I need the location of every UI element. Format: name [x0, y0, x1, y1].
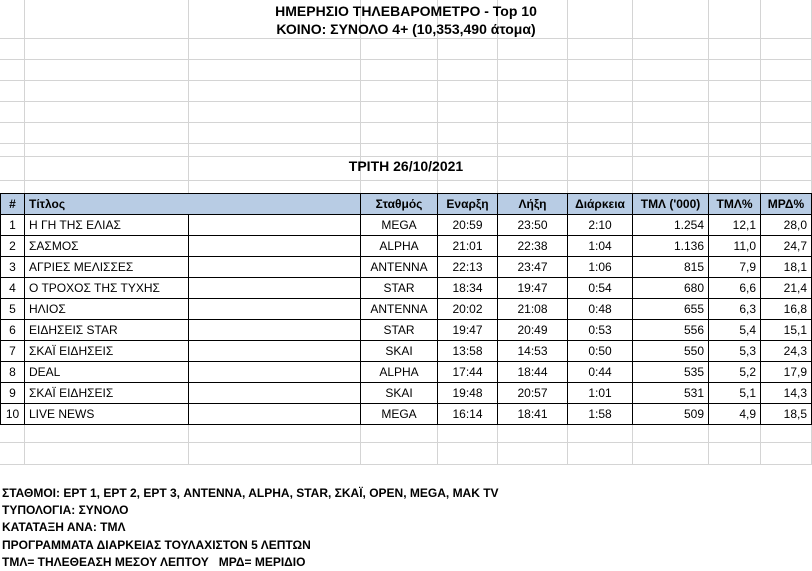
cell-mrd-pct[interactable]: 14,3 — [761, 383, 812, 404]
cell-duration[interactable]: 1:04 — [568, 236, 633, 257]
cell-title-ext[interactable] — [189, 257, 361, 278]
cell-rank[interactable]: 6 — [1, 320, 25, 341]
note-ranking: ΚΑΤΑΤΑΞΗ ΑΝΑ: ΤΜΛ — [2, 520, 126, 535]
cell-tml-pct[interactable]: 5,3 — [709, 341, 761, 362]
cell-tml-pct[interactable]: 5,2 — [709, 362, 761, 383]
cell-mrd-pct[interactable]: 15,1 — [761, 320, 812, 341]
cell-title[interactable]: LIVE NEWS — [25, 404, 189, 425]
cell-rank[interactable]: 8 — [1, 362, 25, 383]
cell-title-ext[interactable] — [189, 278, 361, 299]
table-row — [1, 236, 812, 257]
cell-station[interactable]: ANTENNA — [361, 257, 438, 278]
cell-end[interactable]: 23:47 — [498, 257, 568, 278]
cell-mrd-pct[interactable]: 24,7 — [761, 236, 812, 257]
cell-station[interactable]: ALPHA — [361, 236, 438, 257]
cell-rank[interactable]: 7 — [1, 341, 25, 362]
cell-tml[interactable]: 509 — [633, 404, 709, 425]
col-header-tml-pct[interactable]: ΤΜΛ% — [709, 194, 761, 215]
table-header-row — [1, 194, 812, 215]
cell-station[interactable]: STAR — [361, 278, 438, 299]
cell-mrd-pct[interactable]: 18,1 — [761, 257, 812, 278]
cell-tml[interactable]: 531 — [633, 383, 709, 404]
cell-end[interactable]: 20:49 — [498, 320, 568, 341]
report-date: ΤΡΙΤΗ 26/10/2021 — [348, 158, 464, 174]
col-header-duration[interactable]: Διάρκεια — [568, 194, 633, 215]
table-row — [1, 362, 812, 383]
cell-start[interactable]: 18:34 — [438, 278, 498, 299]
table-row — [1, 341, 812, 362]
cell-end[interactable]: 19:47 — [498, 278, 568, 299]
cell-end[interactable]: 18:44 — [498, 362, 568, 383]
cell-title-ext[interactable] — [189, 236, 361, 257]
cell-rank[interactable]: 1 — [1, 215, 25, 236]
cell-tml[interactable]: 680 — [633, 278, 709, 299]
cell-title[interactable]: ΣΑΣΜΟΣ — [25, 236, 189, 257]
notes-block — [2, 485, 499, 571]
cell-tml[interactable]: 1.136 — [633, 236, 709, 257]
col-header-mrd-pct[interactable]: ΜΡΔ% — [761, 194, 812, 215]
cell-end[interactable]: 22:38 — [498, 236, 568, 257]
cell-start[interactable]: 19:47 — [438, 320, 498, 341]
cell-duration[interactable]: 0:53 — [568, 320, 633, 341]
cell-duration[interactable]: 0:44 — [568, 362, 633, 383]
col-header-start[interactable]: Εναρξη — [438, 194, 498, 215]
cell-station[interactable]: SKAI — [361, 383, 438, 404]
cell-mrd-pct[interactable]: 18,5 — [761, 404, 812, 425]
cell-duration[interactable]: 0:48 — [568, 299, 633, 320]
cell-tml-pct[interactable]: 7,9 — [709, 257, 761, 278]
cell-start[interactable]: 17:44 — [438, 362, 498, 383]
cell-duration[interactable]: 0:50 — [568, 341, 633, 362]
cell-title-ext[interactable] — [189, 320, 361, 341]
cell-rank[interactable]: 9 — [1, 383, 25, 404]
cell-title-ext[interactable] — [189, 362, 361, 383]
cell-title[interactable]: ΗΛΙΟΣ — [25, 299, 189, 320]
cell-duration[interactable]: 1:01 — [568, 383, 633, 404]
cell-start[interactable]: 20:59 — [438, 215, 498, 236]
cell-station[interactable]: ALPHA — [361, 362, 438, 383]
cell-rank[interactable]: 3 — [1, 257, 25, 278]
cell-title-ext[interactable] — [189, 383, 361, 404]
cell-mrd-pct[interactable]: 24,3 — [761, 341, 812, 362]
cell-tml-pct[interactable]: 6,6 — [709, 278, 761, 299]
cell-tml-pct[interactable]: 5,1 — [709, 383, 761, 404]
cell-tml[interactable]: 550 — [633, 341, 709, 362]
col-header-end[interactable]: Λήξη — [498, 194, 568, 215]
cell-end[interactable]: 21:08 — [498, 299, 568, 320]
cell-title-ext[interactable] — [189, 215, 361, 236]
cell-station[interactable]: MEGA — [361, 404, 438, 425]
cell-tml[interactable]: 535 — [633, 362, 709, 383]
cell-station[interactable]: STAR — [361, 320, 438, 341]
cell-end[interactable]: 23:50 — [498, 215, 568, 236]
cell-end[interactable]: 18:41 — [498, 404, 568, 425]
cell-mrd-pct[interactable]: 17,9 — [761, 362, 812, 383]
report-title: ΗΜΕΡΗΣΙΟ ΤΗΛΕΒΑΡΟΜΕΤΡΟ - Top 10 — [275, 3, 537, 19]
cell-rank[interactable]: 2 — [1, 236, 25, 257]
cell-tml-pct[interactable]: 6,3 — [709, 299, 761, 320]
cell-title-ext[interactable] — [189, 341, 361, 362]
cell-title-ext[interactable] — [189, 404, 361, 425]
cell-rank[interactable]: 5 — [1, 299, 25, 320]
top10-ratings-table — [0, 193, 812, 425]
col-header-tml[interactable]: ΤΜΛ ('000) — [633, 194, 709, 215]
cell-duration[interactable]: 0:54 — [568, 278, 633, 299]
cell-title[interactable]: DEAL — [25, 362, 189, 383]
cell-start[interactable]: 19:48 — [438, 383, 498, 404]
note-legend: ΤΜΛ= ΤΗΛΕΘΕΑΣΗ ΜΕΣΟΥ ΛΕΠΤΟΥ ΜΡΔ= ΜΕΡΙΔΙΟ — [2, 554, 306, 569]
cell-title[interactable]: ΕΙΔΗΣΕΙΣ STAR — [25, 320, 189, 341]
table-row — [1, 278, 812, 299]
cell-title-ext[interactable] — [189, 299, 361, 320]
note-min-duration: ΠΡΟΓΡΑΜΜΑΤΑ ΔΙΑΡΚΕΙΑΣ ΤΟΥΛΑΧΙΣΤΟΝ 5 ΛΕΠΤΩΝ — [2, 537, 311, 552]
table-row — [1, 257, 812, 278]
cell-tml[interactable]: 655 — [633, 299, 709, 320]
cell-mrd-pct[interactable]: 28,0 — [761, 215, 812, 236]
cell-tml[interactable]: 556 — [633, 320, 709, 341]
cell-start[interactable]: 20:02 — [438, 299, 498, 320]
cell-tml-pct[interactable]: 11,0 — [709, 236, 761, 257]
cell-start[interactable]: 16:14 — [438, 404, 498, 425]
cell-start[interactable]: 22:13 — [438, 257, 498, 278]
cell-duration[interactable]: 1:58 — [568, 404, 633, 425]
note-typology: ΤΥΠΟΛΟΓΙΑ: ΣΥΝΟΛΟ — [2, 503, 129, 518]
cell-end[interactable]: 20:57 — [498, 383, 568, 404]
cell-mrd-pct[interactable]: 16,8 — [761, 299, 812, 320]
cell-rank[interactable]: 10 — [1, 404, 25, 425]
cell-tml[interactable]: 815 — [633, 257, 709, 278]
cell-start[interactable]: 21:01 — [438, 236, 498, 257]
table-row — [1, 383, 812, 404]
cell-title[interactable]: ΑΓΡΙΕΣ ΜΕΛΙΣΣΕΣ — [25, 257, 189, 278]
table-row — [1, 404, 812, 425]
cell-tml-pct[interactable]: 5,4 — [709, 320, 761, 341]
cell-rank[interactable]: 4 — [1, 278, 25, 299]
cell-station[interactable]: SKAI — [361, 341, 438, 362]
cell-title[interactable]: Ο ΤΡΟΧΟΣ ΤΗΣ ΤΥΧΗΣ — [25, 278, 189, 299]
audience-subtitle: ΚΟΙΝΟ: ΣΥΝΟΛΟ 4+ (10,353,490 άτομα) — [276, 21, 536, 37]
note-stations: ΣΤΑΘΜΟΙ: ΕΡΤ 1, ΕΡΤ 2, ΕΡΤ 3, ANTENNA, ALPHA, STAR, ΣΚΑΪ, OPEN, MEGA, ΜΑΚ TV — [2, 486, 499, 500]
cell-title[interactable]: ΣΚΑΪ ΕΙΔΗΣΕΙΣ — [25, 383, 189, 404]
cell-tml[interactable]: 1.254 — [633, 215, 709, 236]
cell-duration[interactable]: 2:10 — [568, 215, 633, 236]
col-header-rank[interactable]: # — [1, 194, 25, 215]
cell-title[interactable]: Η ΓΗ ΤΗΣ ΕΛΙΑΣ — [25, 215, 189, 236]
table-row — [1, 320, 812, 341]
col-header-title[interactable]: Τίτλος — [25, 194, 361, 215]
cell-station[interactable]: MEGA — [361, 215, 438, 236]
col-header-station[interactable]: Σταθμός — [361, 194, 438, 215]
cell-start[interactable]: 13:58 — [438, 341, 498, 362]
cell-station[interactable]: ANTENNA — [361, 299, 438, 320]
cell-duration[interactable]: 1:06 — [568, 257, 633, 278]
cell-title[interactable]: ΣΚΑΪ ΕΙΔΗΣΕΙΣ — [25, 341, 189, 362]
cell-mrd-pct[interactable]: 21,4 — [761, 278, 812, 299]
table-row — [1, 215, 812, 236]
cell-tml-pct[interactable]: 12,1 — [709, 215, 761, 236]
cell-tml-pct[interactable]: 4,9 — [709, 404, 761, 425]
table-row — [1, 299, 812, 320]
cell-end[interactable]: 14:53 — [498, 341, 568, 362]
